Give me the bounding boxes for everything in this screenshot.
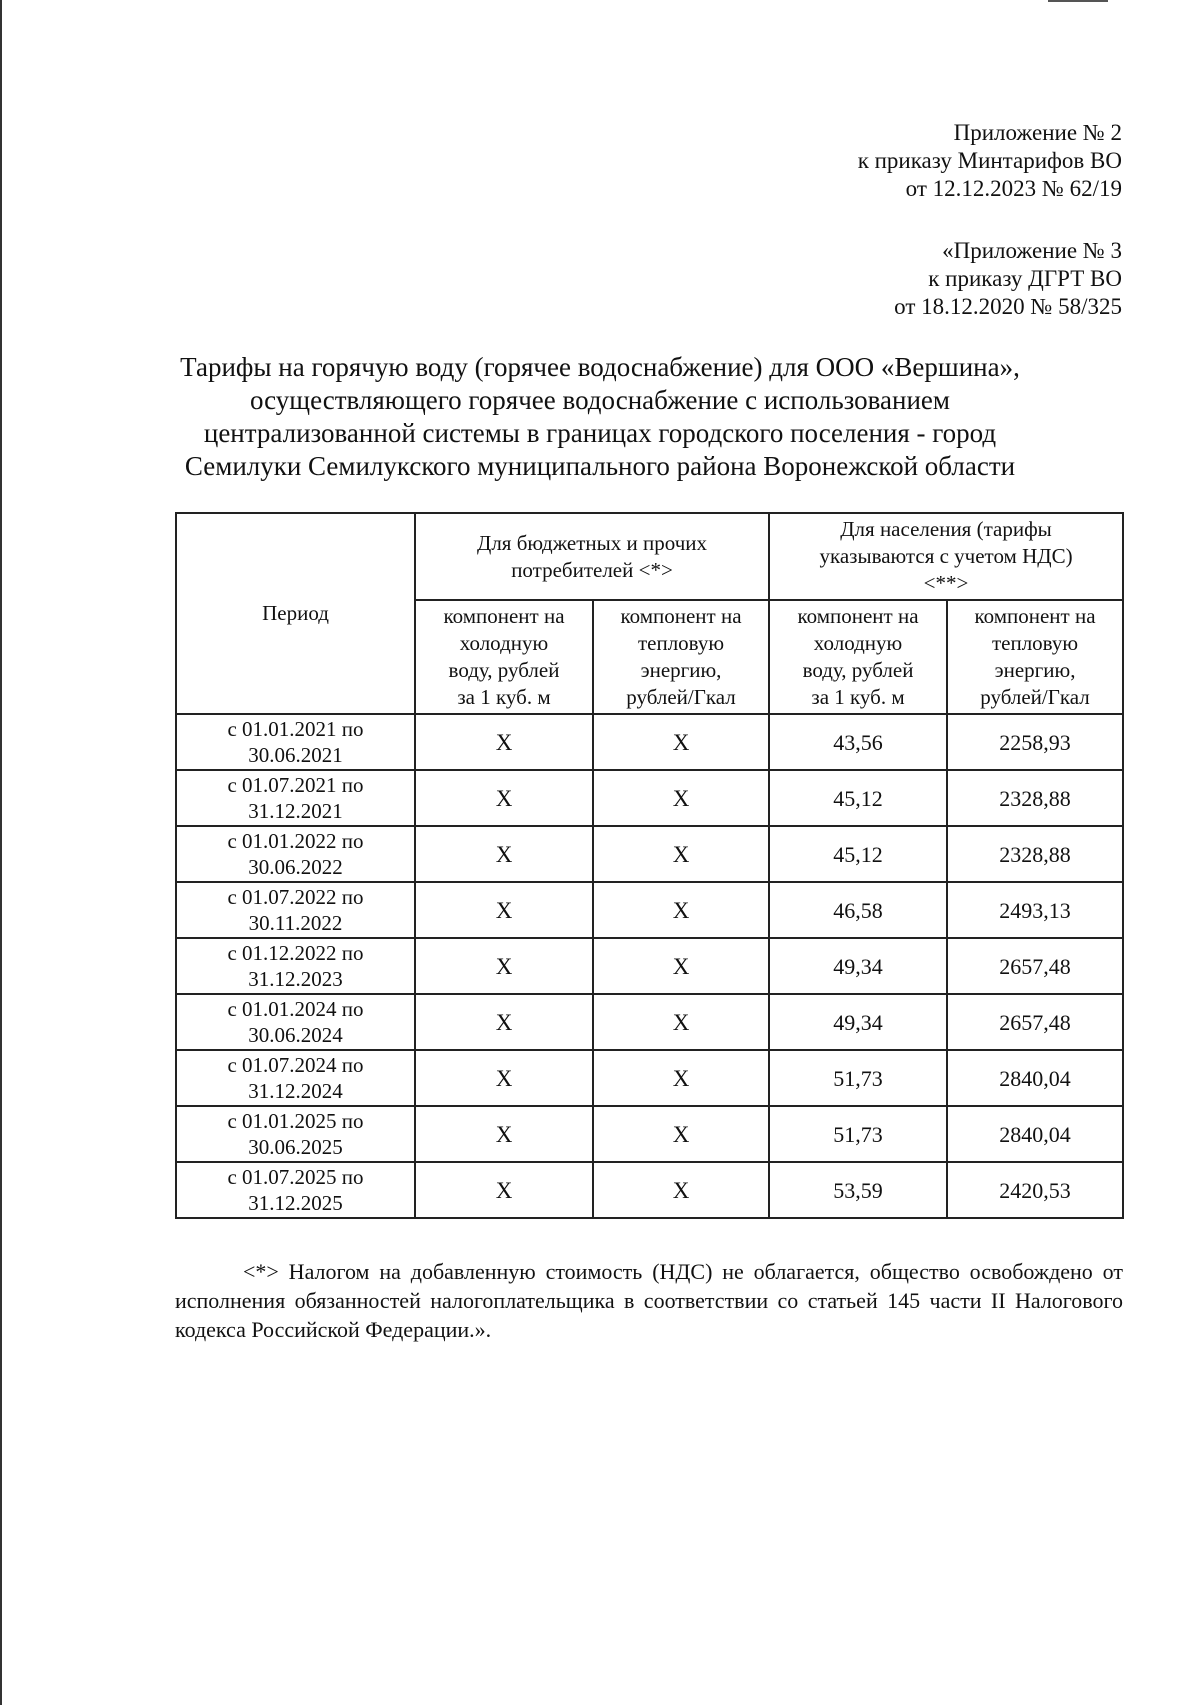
quoted-appendix-line-1: «Приложение № 3 — [942, 238, 1122, 263]
period-end: 30.06.2024 — [248, 1023, 343, 1047]
population-heat-cell: 2328,88 — [947, 826, 1123, 882]
population-heat-cell: 2840,04 — [947, 1106, 1123, 1162]
population-cold-cell: 51,73 — [769, 1050, 947, 1106]
budget-heat-cell: X — [593, 770, 769, 826]
budget-heat-cell: X — [593, 938, 769, 994]
period-cell — [176, 1106, 415, 1162]
period-start: с 01.07.2024 по — [227, 1053, 364, 1077]
budget-cold-cell: X — [415, 994, 593, 1050]
period-start: с 01.01.2022 по — [227, 829, 364, 853]
table-row — [176, 882, 1123, 938]
cold-header-line: воду, рублей — [448, 658, 560, 682]
period-start: с 01.07.2025 по — [227, 1165, 364, 1189]
title-line-2: осуществляющего горячее водоснабжение с использованием — [249, 385, 951, 415]
population-cold-water-header — [769, 600, 947, 714]
period-cell — [176, 770, 415, 826]
population-heat-cell: 2328,88 — [947, 770, 1123, 826]
table-row — [176, 938, 1123, 994]
budget-cold-cell: X — [415, 882, 593, 938]
budget-heat-cell: X — [593, 1106, 769, 1162]
period-end: 31.12.2024 — [248, 1079, 343, 1103]
population-cold-cell: 53,59 — [769, 1162, 947, 1218]
heat-header-line: энергию, — [640, 658, 722, 682]
period-end: 31.12.2023 — [248, 967, 343, 991]
budget-cold-water-header — [415, 600, 593, 714]
footnote: <*> Налогом на добавленную стоимость (НДС) не облагается, общество освобождено от исполнения обязанностей налогоплательщика в соответствии со статьей 145 части II Налогового кодекса Российской Федерации.». — [175, 1259, 1123, 1342]
budget-heat-cell: X — [593, 1162, 769, 1218]
population-heat-energy-header — [947, 600, 1123, 714]
population-heat-cell: 2657,48 — [947, 994, 1123, 1050]
title-line-3: централизованной системы в границах городского поселения - город — [203, 418, 997, 448]
period-cell — [176, 1162, 415, 1218]
budget-heat-cell: X — [593, 826, 769, 882]
cold-header-line: холодную — [459, 631, 549, 655]
budget-cold-cell: X — [415, 1050, 593, 1106]
cold-header-line: компонент на — [443, 604, 565, 628]
heat-header-line: тепловую — [637, 631, 725, 655]
cold-header-line: компонент на — [797, 604, 919, 628]
population-header — [769, 513, 1123, 600]
appendix-line-2: к приказу Минтарифов ВО — [857, 148, 1122, 173]
heat-header-line: компонент на — [974, 604, 1096, 628]
appendix-line-1: Приложение № 2 — [953, 120, 1122, 145]
heat-header-line: рублей/Гкал — [626, 685, 736, 709]
population-heat-cell: 2840,04 — [947, 1050, 1123, 1106]
heat-header-line: рублей/Гкал — [980, 685, 1090, 709]
period-start: с 01.01.2025 по — [227, 1109, 364, 1133]
quoted-appendix-line-3: от 18.12.2020 № 58/325 — [894, 294, 1122, 319]
period-header: Период — [176, 513, 415, 714]
budget-cold-cell: X — [415, 1106, 593, 1162]
population-header-line-2: указываются с учетом НДС) — [819, 544, 1073, 568]
cold-header-line: воду, рублей — [802, 658, 914, 682]
budget-heat-cell: X — [593, 1050, 769, 1106]
heat-header-line: тепловую — [991, 631, 1079, 655]
table-row — [176, 826, 1123, 882]
period-start: с 01.07.2022 по — [227, 885, 364, 909]
title-line-1: Тарифы на горячую воду (горячее водоснабжение) для ООО «Вершина», — [180, 352, 1020, 382]
period-end: 31.12.2025 — [248, 1191, 343, 1215]
budget-heat-cell: X — [593, 882, 769, 938]
period-cell — [176, 826, 415, 882]
budget-cold-cell: X — [415, 938, 593, 994]
period-end: 30.06.2021 — [248, 743, 343, 767]
population-cold-cell: 51,73 — [769, 1106, 947, 1162]
budget-header-line-1: Для бюджетных и прочих — [477, 530, 708, 555]
tariffs-table — [175, 512, 1124, 1219]
period-cell — [176, 714, 415, 770]
cold-header-line: за 1 куб. м — [457, 685, 551, 709]
appendix-header — [858, 119, 1122, 203]
population-header-line-3: <**> — [923, 571, 969, 595]
budget-heat-cell: X — [593, 714, 769, 770]
population-cold-cell: 49,34 — [769, 994, 947, 1050]
period-start: с 01.01.2021 по — [227, 717, 364, 741]
population-cold-cell: 45,12 — [769, 826, 947, 882]
period-cell — [176, 1050, 415, 1106]
budget-cold-cell: X — [415, 826, 593, 882]
population-cold-cell: 46,58 — [769, 882, 947, 938]
population-cold-cell: 49,34 — [769, 938, 947, 994]
period-start: с 01.07.2021 по — [227, 773, 364, 797]
heat-header-line: компонент на — [620, 604, 742, 628]
quoted-appendix-header — [894, 237, 1122, 321]
table-row — [176, 994, 1123, 1050]
cold-header-line: за 1 куб. м — [811, 685, 905, 709]
period-cell — [176, 938, 415, 994]
cold-header-line: холодную — [813, 631, 903, 655]
budget-heat-cell: X — [593, 994, 769, 1050]
period-cell — [176, 994, 415, 1050]
tariff-rows — [176, 714, 1123, 1218]
population-heat-cell: 2258,93 — [947, 714, 1123, 770]
period-end: 30.11.2022 — [248, 911, 343, 935]
period-start: с 01.12.2022 по — [227, 941, 364, 965]
period-end: 31.12.2021 — [248, 799, 343, 823]
budget-heat-energy-header — [593, 600, 769, 714]
population-cold-cell: 43,56 — [769, 714, 947, 770]
appendix-line-3: от 12.12.2023 № 62/19 — [905, 176, 1122, 201]
population-heat-cell: 2657,48 — [947, 938, 1123, 994]
table-row — [176, 1050, 1123, 1106]
budget-cold-cell: X — [415, 770, 593, 826]
budget-cold-cell: X — [415, 714, 593, 770]
quoted-appendix-line-2: к приказу ДГРТ ВО — [928, 266, 1122, 291]
period-cell — [176, 882, 415, 938]
period-end: 30.06.2022 — [248, 855, 343, 879]
population-heat-cell: 2420,53 — [947, 1162, 1123, 1218]
period-start: с 01.01.2024 по — [227, 997, 364, 1021]
population-heat-cell: 2493,13 — [947, 882, 1123, 938]
table-row — [176, 714, 1123, 770]
period-end: 30.06.2025 — [248, 1135, 343, 1159]
document-title — [120, 351, 1080, 483]
table-row — [176, 1162, 1123, 1218]
budget-header-line-2: потребителей <*> — [511, 557, 673, 582]
budget-cold-cell: X — [415, 1162, 593, 1218]
table-row — [176, 770, 1123, 826]
population-cold-cell: 45,12 — [769, 770, 947, 826]
scan-edge-left — [0, 0, 2, 1705]
scan-edge-top — [1048, 0, 1108, 2]
budget-consumers-header — [415, 513, 769, 600]
table-row — [176, 1106, 1123, 1162]
population-header-line-1: Для населения (тарифы — [840, 517, 1052, 541]
title-line-4: Семилуки Семилукского муниципального района Воронежской области — [184, 451, 1016, 481]
heat-header-line: энергию, — [994, 658, 1076, 682]
